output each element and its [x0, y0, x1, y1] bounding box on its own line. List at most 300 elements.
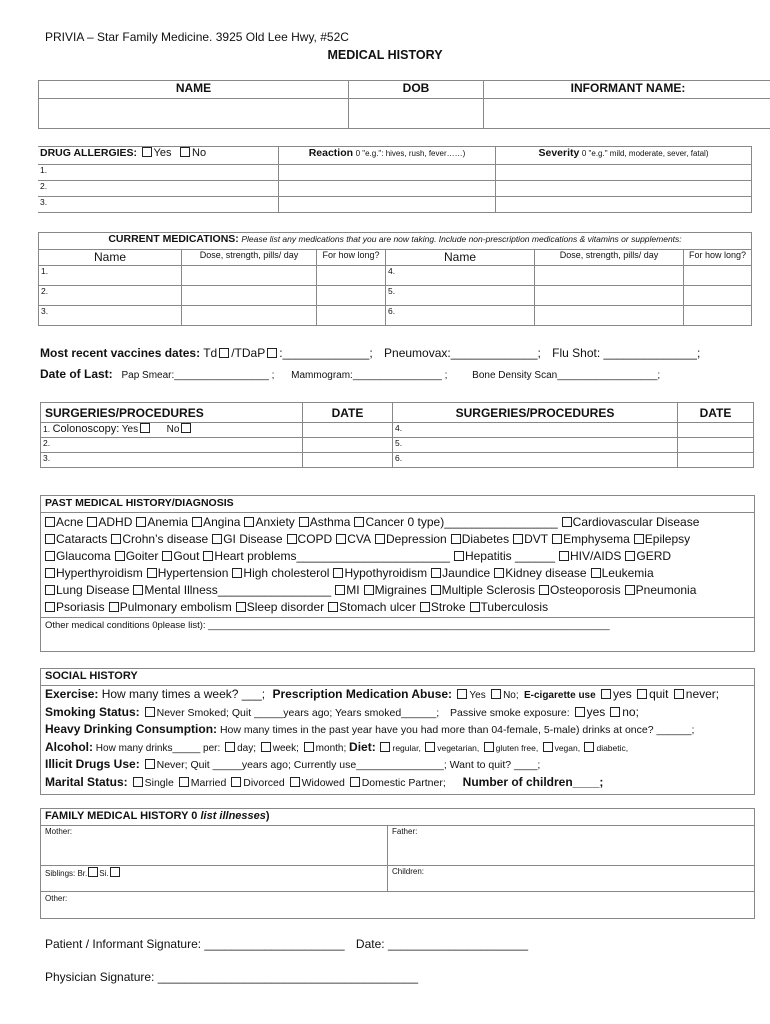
patient-signature-field[interactable]: Patient / Informant Signature: _____________________: [45, 937, 345, 951]
mother-field[interactable]: Mother:: [45, 827, 73, 836]
ecig-quit-checkbox[interactable]: [637, 689, 647, 699]
sister-checkbox[interactable]: [110, 867, 120, 877]
pmh-checkbox[interactable]: [212, 534, 222, 544]
sister-label: Si.: [99, 869, 109, 878]
ecig-yes-checkbox[interactable]: [601, 689, 611, 699]
td-checkbox[interactable]: [219, 348, 229, 358]
surgery-date-cell[interactable]: [303, 438, 393, 453]
surgery-row[interactable]: 6.: [393, 453, 678, 468]
pmh-option[interactable]: [45, 566, 143, 580]
pmh-option-label: Stroke: [430, 600, 466, 614]
pmh-checkbox[interactable]: [192, 517, 202, 527]
physician-signature-field[interactable]: Physician Signature: _______________________________________: [45, 970, 419, 984]
med-col-name: Name: [39, 250, 182, 266]
pmh-checkbox[interactable]: [87, 517, 97, 527]
medications-table: [38, 232, 752, 326]
passive-yes-label: yes: [586, 705, 606, 719]
pmh-line: [45, 549, 675, 563]
family-title-c: ): [265, 810, 270, 822]
pmh-option[interactable]: [470, 600, 549, 614]
medications-label: CURRENT MEDICATIONS:: [108, 233, 239, 245]
passive-yes-checkbox[interactable]: [575, 707, 585, 717]
pmh-checkbox[interactable]: [328, 602, 338, 612]
pmh-checkbox[interactable]: [287, 534, 297, 544]
med-cell[interactable]: [317, 286, 386, 306]
diet-vegetarian-checkbox[interactable]: [425, 742, 435, 752]
pmh-option[interactable]: [133, 583, 331, 597]
pmh-option-label: Hypertension: [157, 566, 229, 580]
surgery-date-cell[interactable]: [678, 453, 754, 468]
pmh-option[interactable]: [45, 549, 111, 563]
pmh-option-label: Angina: [203, 515, 241, 529]
pmh-option-label: ADHD: [98, 515, 133, 529]
family-title: [45, 810, 270, 822]
pmh-option-label: High cholesterol: [243, 566, 330, 580]
pmh-option[interactable]: [236, 600, 324, 614]
social-drinking-line: [45, 722, 694, 736]
marital-married-label: Married: [190, 777, 227, 789]
med-cell[interactable]: [182, 266, 317, 286]
pmh-option[interactable]: [115, 549, 159, 563]
diet-diabetic-label: diabetic,: [596, 743, 629, 753]
pmh-checkbox[interactable]: [625, 585, 635, 595]
pmh-checkbox[interactable]: [364, 585, 374, 595]
ecig-never-label: never;: [685, 687, 720, 701]
exercise-field[interactable]: How many times a week? ___;: [101, 687, 266, 701]
row-number: 1.: [43, 424, 51, 434]
rx-abuse-label: Prescription Medication Abuse:: [272, 687, 453, 701]
surgery-row[interactable]: 2.: [41, 438, 303, 453]
pneumovax-field[interactable]: Pneumovax:_____________;: [384, 346, 541, 360]
social-alcohol-line: [45, 740, 628, 754]
colonoscopy-yes-label: Yes: [121, 424, 139, 435]
med-cell[interactable]: [317, 306, 386, 326]
pmh-option[interactable]: [147, 566, 229, 580]
pmh-checkbox[interactable]: [232, 568, 242, 578]
heavy-drinking-field[interactable]: How many times in the past year have you had more than 04-female, 5-male) drinks at once? ______;: [219, 724, 695, 736]
vaccines-label: Most recent vaccines dates:: [40, 346, 201, 360]
pmh-checkbox[interactable]: [203, 551, 213, 561]
pmh-option[interactable]: [336, 532, 371, 546]
pmh-option[interactable]: [333, 566, 427, 580]
pmh-option-label: Mental Illness_________________: [144, 583, 332, 597]
pmh-checkbox[interactable]: [45, 585, 55, 595]
allergies-table: [38, 146, 752, 213]
pmh-checkbox[interactable]: [333, 568, 343, 578]
surgeries-table: [40, 402, 754, 468]
tdap-date[interactable]: :_____________;: [279, 346, 373, 360]
ecig-yes-label: yes: [613, 687, 632, 701]
med-cell[interactable]: [535, 266, 684, 286]
tdap-label: /TDaP: [231, 346, 266, 360]
ecig-never-checkbox[interactable]: [674, 689, 684, 699]
alcohol-week-label: week;: [272, 743, 299, 754]
med-row[interactable]: 6.: [386, 306, 535, 326]
passive-no-label: no;: [622, 705, 639, 719]
pmh-checkbox[interactable]: [45, 517, 55, 527]
med-row[interactable]: 2.: [39, 286, 182, 306]
pmh-option[interactable]: [299, 515, 351, 529]
pmh-option[interactable]: [559, 549, 621, 563]
pmh-option[interactable]: [328, 600, 416, 614]
pmh-option-label: Tuberculosis: [480, 600, 549, 614]
med-row[interactable]: 5.: [386, 286, 535, 306]
surg-date-header: DATE: [303, 403, 393, 423]
med-col-long: For how long?: [684, 250, 752, 266]
med-cell[interactable]: [684, 266, 752, 286]
pmh-option-label: Cataracts: [56, 532, 108, 546]
pmh-option[interactable]: [431, 583, 535, 597]
pmh-option[interactable]: [109, 600, 232, 614]
pmh-checkbox[interactable]: [420, 602, 430, 612]
diet-vegan-checkbox[interactable]: [543, 742, 553, 752]
pmh-option-label: Acne: [56, 515, 84, 529]
pmh-checkbox[interactable]: [625, 551, 635, 561]
flu-shot-field[interactable]: Flu Shot: ______________;: [552, 346, 701, 360]
pmh-checkbox[interactable]: [336, 534, 346, 544]
pmh-option-label: Migraines: [374, 583, 427, 597]
pmh-checkbox[interactable]: [431, 585, 441, 595]
pmh-checkbox[interactable]: [299, 517, 309, 527]
pmh-option[interactable]: [212, 532, 282, 546]
td-label: Td: [203, 346, 218, 360]
pmh-checkbox[interactable]: [562, 517, 572, 527]
name-header: NAME: [39, 81, 349, 99]
allergy-severity-cell[interactable]: [496, 181, 752, 197]
colonoscopy-yes-checkbox[interactable]: [140, 423, 150, 433]
other-conditions-field[interactable]: Other medical conditions 0please list): ____________________________________________________________________________: [45, 620, 610, 631]
date-last-line: [40, 367, 660, 381]
passive-smoke-label: Passive smoke exposure:: [450, 707, 570, 719]
pmh-option-label: DVT: [524, 532, 549, 546]
pmh-option[interactable]: [625, 583, 697, 597]
pmh-option-label: CVA: [347, 532, 372, 546]
pmh-checkbox[interactable]: [431, 568, 441, 578]
name-field[interactable]: [39, 99, 349, 129]
marital-divorced-checkbox[interactable]: [231, 777, 241, 787]
diet-gluten-free-label: gluten free,: [495, 743, 539, 753]
pmh-option[interactable]: [364, 583, 427, 597]
pmh-option-label: Leukemia: [601, 566, 654, 580]
med-cell[interactable]: [317, 266, 386, 286]
pmh-option-label: Pulmonary embolism: [119, 600, 232, 614]
pmh-option[interactable]: [513, 532, 548, 546]
pmh-option-label: COPD: [297, 532, 333, 546]
med-cell[interactable]: [182, 306, 317, 326]
rx-abuse-no-label: No;: [503, 690, 519, 701]
pmh-checkbox[interactable]: [354, 517, 364, 527]
dob-header: DOB: [349, 81, 484, 99]
pmh-option[interactable]: [162, 549, 199, 563]
children-field[interactable]: Children:: [392, 867, 425, 876]
pmh-option[interactable]: [552, 532, 630, 546]
vaccines-line: [40, 346, 700, 360]
pmh-option-label: Glaucoma: [56, 549, 111, 563]
pmh-checkbox[interactable]: [111, 534, 121, 544]
pap-smear-field[interactable]: Pap Smear:_________________ ;: [121, 370, 275, 381]
allergy-severity-cell[interactable]: [496, 165, 752, 181]
diet-vegan-label: vegan,: [554, 743, 581, 753]
pmh-option[interactable]: [45, 600, 105, 614]
pmh-checkbox[interactable]: [45, 602, 55, 612]
med-col-name: Name: [386, 250, 535, 266]
pmh-option-label: Hepatitis ______: [464, 549, 556, 563]
allergies-no-checkbox[interactable]: [180, 147, 190, 157]
pmh-option-label: Crohn’s disease: [122, 532, 209, 546]
allergies-yes-label: Yes: [153, 147, 172, 159]
pmh-option[interactable]: [431, 566, 490, 580]
surgery-row[interactable]: [41, 423, 303, 438]
pmh-checkbox[interactable]: [244, 517, 254, 527]
surgery-row[interactable]: 5.: [393, 438, 678, 453]
allergy-row[interactable]: 3.: [38, 197, 279, 213]
diet-diabetic-checkbox[interactable]: [584, 742, 594, 752]
pmh-checkbox[interactable]: [513, 534, 523, 544]
pmh-line: [45, 600, 552, 614]
pmh-option[interactable]: [287, 532, 333, 546]
pmh-option-label: HIV/AIDS: [570, 549, 622, 563]
reaction-label: Reaction: [308, 147, 354, 159]
pmh-checkbox[interactable]: [451, 534, 461, 544]
pmh-option[interactable]: [45, 515, 83, 529]
medications-note: Please list any medications that you are now taking. Include non-prescription medications & vitamins or supplements:: [241, 234, 682, 244]
alcohol-month-label: month;: [315, 743, 347, 754]
reaction-hint: 0 "e.g.": hives, rush, fever……): [355, 149, 466, 158]
informant-header: INFORMANT NAME:: [484, 81, 770, 99]
mammogram-field[interactable]: Mammogram:________________ ;: [291, 370, 448, 381]
med-row[interactable]: 3.: [39, 306, 182, 326]
family-title-b: list illnesses: [200, 810, 266, 822]
med-row[interactable]: 1.: [39, 266, 182, 286]
pmh-option-label: Cancer 0 type)_________________: [365, 515, 558, 529]
med-row[interactable]: 4.: [386, 266, 535, 286]
marital-widowed-label: Widowed: [301, 777, 345, 789]
med-cell[interactable]: [535, 286, 684, 306]
alcohol-field[interactable]: How many drinks_____ per:: [95, 743, 221, 754]
surgery-row[interactable]: 4.: [393, 423, 678, 438]
surgery-date-cell[interactable]: [303, 423, 393, 438]
brother-checkbox[interactable]: [88, 867, 98, 877]
pmh-option-label: Depression: [386, 532, 447, 546]
family-title-a: FAMILY MEDICAL HISTORY 0: [45, 810, 201, 822]
pmh-checkbox[interactable]: [335, 585, 345, 595]
pmh-line: [45, 583, 700, 597]
pmh-checkbox[interactable]: [147, 568, 157, 578]
diet-label: Diet:: [349, 740, 376, 754]
ecig-quit-label: quit: [649, 687, 669, 701]
allergies-no-label: No: [192, 147, 207, 159]
pmh-checkbox[interactable]: [539, 585, 549, 595]
allergy-reaction-cell[interactable]: [279, 197, 496, 213]
alcohol-day-checkbox[interactable]: [225, 742, 235, 752]
pmh-checkbox[interactable]: [133, 585, 143, 595]
pmh-option[interactable]: [454, 549, 555, 563]
identity-table: [38, 80, 770, 129]
pmh-option[interactable]: [634, 532, 690, 546]
colonoscopy-no-checkbox[interactable]: [181, 423, 191, 433]
alcohol-month-checkbox[interactable]: [304, 742, 314, 752]
allergy-reaction-cell[interactable]: [279, 165, 496, 181]
med-cell[interactable]: [535, 306, 684, 326]
surg-date-header: DATE: [678, 403, 754, 423]
allergy-reaction-cell[interactable]: [279, 181, 496, 197]
pmh-option[interactable]: [335, 583, 359, 597]
pmh-option[interactable]: [375, 532, 447, 546]
pmh-option[interactable]: [539, 583, 621, 597]
pmh-option-label: MI: [346, 583, 360, 597]
pmh-option[interactable]: [451, 532, 509, 546]
bone-density-field[interactable]: Bone Density Scan__________________;: [472, 370, 661, 381]
diet-vegetarian-label: vegetarian,: [437, 743, 480, 753]
med-cell[interactable]: [684, 286, 752, 306]
smoking-fields[interactable]: Never Smoked; Quit _____years ago; Years smoked______;: [156, 707, 440, 719]
marital-divorced-label: Divorced: [243, 777, 285, 789]
pmh-option[interactable]: [354, 515, 557, 529]
signature-date-field[interactable]: Date: _____________________: [355, 937, 529, 951]
allergy-row[interactable]: 1.: [38, 165, 279, 181]
marital-single-checkbox[interactable]: [133, 777, 143, 787]
siblings-field[interactable]: [45, 867, 121, 878]
pmh-option-label: Kidney disease: [505, 566, 587, 580]
alcohol-week-checkbox[interactable]: [261, 742, 271, 752]
diet-gluten-free-checkbox[interactable]: [484, 742, 494, 752]
page-title: MEDICAL HISTORY: [327, 48, 443, 62]
pmh-option-label: Cardiovascular Disease: [572, 515, 700, 529]
social-smoking-line: [45, 705, 639, 719]
pmh-checkbox[interactable]: [45, 534, 55, 544]
rx-abuse-yes-checkbox[interactable]: [457, 689, 467, 699]
diet-regular-checkbox[interactable]: [380, 742, 390, 752]
tdap-checkbox[interactable]: [267, 348, 277, 358]
pmh-option[interactable]: [494, 566, 586, 580]
siblings-label: Siblings: Br.: [45, 869, 88, 878]
drugs-never-label: Never;: [156, 759, 188, 771]
allergy-row[interactable]: 2.: [38, 181, 279, 197]
surgery-row[interactable]: 3.: [41, 453, 303, 468]
surg-col-header: SURGERIES/PROCEDURES: [393, 403, 678, 423]
pmh-option-label: GERD: [636, 549, 672, 563]
med-cell[interactable]: [684, 306, 752, 326]
heavy-drinking-label: Heavy Drinking Consumption:: [45, 722, 218, 736]
pmh-checkbox[interactable]: [115, 551, 125, 561]
practice-header: PRIVIA – Star Family Medicine. 3925 Old Lee Hwy, #52C: [45, 30, 349, 44]
social-exercise-line: [45, 687, 719, 701]
pmh-checkbox[interactable]: [136, 517, 146, 527]
med-col-dose: Dose, strength, pills/ day: [182, 250, 317, 266]
colonoscopy-no-label: No: [166, 424, 180, 435]
number-of-children-field[interactable]: Number of children____;: [462, 775, 604, 789]
pmh-checkbox[interactable]: [552, 534, 562, 544]
pmh-checkbox[interactable]: [375, 534, 385, 544]
pmh-option[interactable]: [625, 549, 671, 563]
marital-label: Marital Status:: [45, 775, 128, 789]
other-family-field[interactable]: Other:: [45, 894, 68, 903]
pmh-option-label: Anemia: [147, 515, 189, 529]
surgery-date-cell[interactable]: [303, 453, 393, 468]
pmh-line: [45, 515, 703, 529]
pmh-option-label: Psoriasis: [56, 600, 105, 614]
pmh-checkbox[interactable]: [236, 602, 246, 612]
pmh-option-label: Jaundice: [442, 566, 491, 580]
pmh-option-label: Heart problems_______________________: [214, 549, 450, 563]
pmh-checkbox[interactable]: [162, 551, 172, 561]
pmh-option-label: Goiter: [125, 549, 159, 563]
pmh-checkbox[interactable]: [634, 534, 644, 544]
social-drugs-line: [45, 757, 540, 771]
dob-field[interactable]: [349, 99, 484, 129]
informant-field[interactable]: [484, 99, 770, 129]
father-field[interactable]: Father:: [392, 827, 418, 836]
pmh-checkbox[interactable]: [470, 602, 480, 612]
pmh-option-label: Asthma: [309, 515, 351, 529]
pmh-option[interactable]: [420, 600, 466, 614]
patient-signature-line[interactable]: [45, 937, 528, 951]
pmh-option-label: Sleep disorder: [246, 600, 325, 614]
exercise-label: Exercise:: [45, 687, 99, 701]
pmh-option[interactable]: [136, 515, 188, 529]
pmh-checkbox[interactable]: [559, 551, 569, 561]
pmh-option[interactable]: [203, 549, 450, 563]
pmh-option[interactable]: [192, 515, 240, 529]
colonoscopy-label: Colonoscopy:: [52, 423, 120, 435]
rx-abuse-no-checkbox[interactable]: [491, 689, 501, 699]
ecig-label: E-cigarette use: [523, 690, 596, 701]
pmh-option-label: Hyperthyroidism: [56, 566, 143, 580]
pmh-checkbox[interactable]: [591, 568, 601, 578]
pmh-option[interactable]: [591, 566, 654, 580]
pmh-option[interactable]: [244, 515, 294, 529]
pmh-option[interactable]: [111, 532, 208, 546]
allergies-yes-checkbox[interactable]: [142, 147, 152, 157]
diet-regular-label: regular,: [392, 743, 421, 753]
pmh-option[interactable]: [232, 566, 329, 580]
med-col-long: For how long?: [317, 250, 386, 266]
pmh-option[interactable]: [45, 532, 107, 546]
surgery-date-cell[interactable]: [678, 423, 754, 438]
marital-widowed-checkbox[interactable]: [290, 777, 300, 787]
allergy-severity-cell[interactable]: [496, 197, 752, 213]
pmh-option-label: Hypothyroidism: [344, 566, 428, 580]
pmh-checkbox[interactable]: [494, 568, 504, 578]
allergies-label: DRUG ALLERGIES:: [40, 147, 138, 159]
med-cell[interactable]: [182, 286, 317, 306]
family-section: [40, 808, 755, 919]
pmh-option-label: Pneumonia: [635, 583, 697, 597]
pmh-option-label: Gout: [173, 549, 200, 563]
drugs-fields[interactable]: Quit _____years ago; Currently use_______________; Want to quit? ____;: [190, 759, 541, 771]
marital-married-checkbox[interactable]: [179, 777, 189, 787]
pmh-checkbox[interactable]: [45, 551, 55, 561]
pmh-option[interactable]: [45, 583, 129, 597]
pmh-checkbox[interactable]: [109, 602, 119, 612]
pmh-option-label: GI Disease: [223, 532, 283, 546]
pmh-checkbox[interactable]: [45, 568, 55, 578]
pmh-option-label: Multiple Sclerosis: [441, 583, 535, 597]
pmh-option[interactable]: [87, 515, 132, 529]
med-col-dose: Dose, strength, pills/ day: [535, 250, 684, 266]
passive-no-checkbox[interactable]: [610, 707, 620, 717]
marital-partner-label: Domestic Partner;: [361, 777, 446, 789]
pmh-checkbox[interactable]: [454, 551, 464, 561]
never-smoked-checkbox[interactable]: [145, 707, 155, 717]
marital-partner-checkbox[interactable]: [350, 777, 360, 787]
rx-abuse-yes-label: Yes: [469, 690, 486, 701]
surgery-date-cell[interactable]: [678, 438, 754, 453]
pmh-option[interactable]: [562, 515, 700, 529]
pmh-option-label: Osteoporosis: [549, 583, 621, 597]
pmh-option-label: Anxiety: [255, 515, 295, 529]
drugs-never-checkbox[interactable]: [145, 759, 155, 769]
